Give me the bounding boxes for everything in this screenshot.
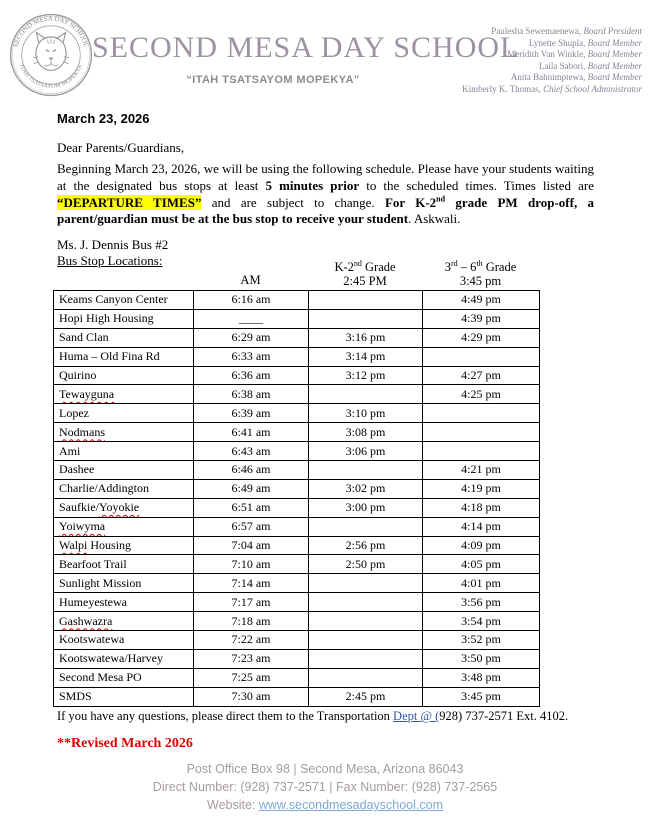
cell-time-am: 6:36 am xyxy=(194,366,309,385)
website-label: Website: xyxy=(207,798,259,812)
school-seal-logo xyxy=(8,12,94,98)
cell-stop-name: Charlie/Addington xyxy=(54,479,194,498)
cell-time-k2 xyxy=(309,309,423,328)
cell-time-k2 xyxy=(309,593,423,612)
cell-stop-name: Lopez xyxy=(54,404,194,423)
cell-stop-name: Ami xyxy=(54,442,194,461)
revised-note: **Revised March 2026 xyxy=(57,736,193,751)
cell-stop-name: Humeyestewa xyxy=(54,593,194,612)
questions-note: If you have any questions, please direct them to the Transportation Dept @ (928) 737-2571 Ext. 4102. xyxy=(57,709,569,723)
cell-time-am: 6:39 am xyxy=(194,404,309,423)
cell-time-g36 xyxy=(423,404,540,423)
cell-time-g36: 4:19 pm xyxy=(423,479,540,498)
cell-time-am: 7:23 am xyxy=(194,649,309,668)
cell-time-g36: 3:45 pm xyxy=(423,687,540,706)
cell-time-am: 7:17 am xyxy=(194,593,309,612)
cell-time-am: 7:10 am xyxy=(194,555,309,574)
cell-stop-name: Sunlight Mission xyxy=(54,574,194,593)
cell-stop-name: Hopi High Housing xyxy=(54,309,194,328)
cell-stop-name: Walpi Housing xyxy=(54,536,194,555)
board-member: Paulesha Sewemaenewa, Board President xyxy=(491,26,642,36)
cell-time-k2: 3:08 pm xyxy=(309,423,423,442)
cell-time-k2: 3:10 pm xyxy=(309,404,423,423)
table-row xyxy=(54,479,540,498)
table-row xyxy=(54,347,540,366)
board-member: Meridith Van Winkle, Board Member xyxy=(507,49,642,60)
cell-time-k2 xyxy=(309,612,423,631)
page-footer xyxy=(0,760,650,814)
cell-time-am: 7:14 am xyxy=(194,574,309,593)
board-member: Anita Bahnimptewa, Board Member xyxy=(510,72,642,83)
cell-time-g36: 4:05 pm xyxy=(423,555,540,574)
table-row xyxy=(54,612,540,631)
cell-time-am: 6:38 am xyxy=(194,385,309,404)
highlighted-departure-times: “DEPARTURE TIMES” xyxy=(57,194,202,210)
footer-website-line xyxy=(0,796,650,814)
cell-stop-name: Huma – Old Fina Rd xyxy=(54,347,194,366)
board-member-list xyxy=(462,26,642,96)
school-tagline: “ITAH TSATSAYOM MOPEKYA” xyxy=(186,74,360,86)
column-header-3rd-6th-grade: 3rd – 6th Grade 3:45 pm xyxy=(444,258,517,288)
cell-time-k2: 3:00 pm xyxy=(309,498,423,517)
cell-time-g36: 4:39 pm xyxy=(423,309,540,328)
cell-time-k2 xyxy=(309,517,423,536)
cell-time-g36 xyxy=(423,442,540,461)
cell-time-k2: 3:06 pm xyxy=(309,442,423,461)
bus-stop-locations-label: Bus Stop Locations: xyxy=(57,253,163,268)
table-row xyxy=(54,461,540,480)
cell-time-g36: 4:18 pm xyxy=(423,498,540,517)
footer-phones: Direct Number: (928) 737-2571 | Fax Number: (928) 737-2565 xyxy=(152,780,498,794)
table-row xyxy=(54,366,540,385)
seal-top-text: SECOND MESA DAY SCHOOL xyxy=(12,15,90,49)
board-member: Kimberly K. Thomas, Chief School Administrator xyxy=(462,83,642,94)
cell-time-g36 xyxy=(423,347,540,366)
cell-time-k2: 3:02 pm xyxy=(309,479,423,498)
cell-time-g36: 3:52 pm xyxy=(423,631,540,650)
cell-time-k2 xyxy=(309,291,423,310)
school-name: SECOND MESA DAY SCHOOL xyxy=(92,31,520,64)
cell-stop-name: Nodmans xyxy=(54,423,194,442)
cell-stop-name: Kootswatewa xyxy=(54,631,194,650)
seal-bottom-text: ITAH TSATSAYOM MOPEKYA xyxy=(18,63,84,90)
cell-time-g36: 4:29 pm xyxy=(423,328,540,347)
cell-time-g36: 4:01 pm xyxy=(423,574,540,593)
cell-stop-name: Dashee xyxy=(54,461,194,480)
table-row xyxy=(54,536,540,555)
cell-stop-name: Quirino xyxy=(54,366,194,385)
cell-time-k2: 3:14 pm xyxy=(309,347,423,366)
cell-stop-name: Yoiwyma xyxy=(54,517,194,536)
cell-time-k2 xyxy=(309,631,423,650)
bus-table-body xyxy=(54,291,540,707)
board-member: Laila Sabori, Board Member xyxy=(538,60,642,71)
cell-time-g36: 4:21 pm xyxy=(423,461,540,480)
cell-time-am: 7:04 am xyxy=(194,536,309,555)
cell-time-g36: 4:27 pm xyxy=(423,366,540,385)
column-header-am: AM xyxy=(240,273,261,287)
bus-schedule-table xyxy=(53,290,540,707)
cell-time-am: 6:43 am xyxy=(194,442,309,461)
cell-time-am: 6:33 am xyxy=(194,347,309,366)
cell-time-k2 xyxy=(309,574,423,593)
table-row xyxy=(54,517,540,536)
table-row xyxy=(54,555,540,574)
cell-time-k2 xyxy=(309,385,423,404)
cell-time-k2: 2:45 pm xyxy=(309,687,423,706)
cell-time-k2 xyxy=(309,649,423,668)
cell-time-g36: 4:14 pm xyxy=(423,517,540,536)
cell-time-am: 6:29 am xyxy=(194,328,309,347)
footer-address: Post Office Box 98 | Second Mesa, Arizona 86043 xyxy=(186,762,464,776)
cell-time-am: 6:51 am xyxy=(194,498,309,517)
cell-time-am: 6:46 am xyxy=(194,461,309,480)
table-row xyxy=(54,668,540,687)
website-link[interactable]: www.secondmesadayschool.com xyxy=(258,798,443,812)
table-row xyxy=(54,385,540,404)
table-row xyxy=(54,649,540,668)
letter-body-paragraph: Beginning March 23, 2026, we will be using the following schedule. Please have your students waiting at the designated bus stops at least 5 minutes prior to the scheduled times. Times listed are “DEPARTURE TIMES” and are subject to change. For K-2nd grade PM drop-off, a parent/guardian must be at the bus stop to receive your student. Askwali. xyxy=(57,161,595,227)
cell-time-am: 6:41 am xyxy=(194,423,309,442)
cell-time-am: 7:25 am xyxy=(194,668,309,687)
table-row xyxy=(54,423,540,442)
salutation: Dear Parents/Guardians, xyxy=(57,140,185,155)
table-row xyxy=(54,309,540,328)
cell-stop-name: Sand Clan xyxy=(54,328,194,347)
cell-time-g36: 4:25 pm xyxy=(423,385,540,404)
cell-time-k2: 3:12 pm xyxy=(309,366,423,385)
cell-stop-name: Saufkie/Yoyokie xyxy=(54,498,194,517)
cell-stop-name: Bearfoot Trail xyxy=(54,555,194,574)
cell-time-g36: 4:09 pm xyxy=(423,536,540,555)
cell-time-k2 xyxy=(309,668,423,687)
table-row xyxy=(54,631,540,650)
table-row xyxy=(54,498,540,517)
cell-time-k2: 2:56 pm xyxy=(309,536,423,555)
cell-time-am: ____ xyxy=(194,309,309,328)
cell-time-g36: 3:50 pm xyxy=(423,649,540,668)
cell-stop-name: SMDS xyxy=(54,687,194,706)
cell-time-am: 6:57 am xyxy=(194,517,309,536)
table-row xyxy=(54,404,540,423)
table-row xyxy=(54,291,540,310)
table-row xyxy=(54,328,540,347)
table-row xyxy=(54,593,540,612)
cell-time-g36 xyxy=(423,423,540,442)
cell-time-am: 7:18 am xyxy=(194,612,309,631)
cell-time-am: 6:49 am xyxy=(194,479,309,498)
letter-date: March 23, 2026 xyxy=(57,111,150,126)
column-header-k2-grade: K-2nd Grade 2:45 PM xyxy=(334,258,396,288)
cell-stop-name: Kootswatewa/Harvey xyxy=(54,649,194,668)
cell-stop-name: Gashwazra xyxy=(54,612,194,631)
cell-time-k2: 3:16 pm xyxy=(309,328,423,347)
cell-time-k2 xyxy=(309,461,423,480)
cell-stop-name: Keams Canyon Center xyxy=(54,291,194,310)
cell-time-g36: 4:49 pm xyxy=(423,291,540,310)
table-row xyxy=(54,574,540,593)
cell-time-g36: 3:54 pm xyxy=(423,612,540,631)
cell-time-am: 7:22 am xyxy=(194,631,309,650)
bobcat-face-icon xyxy=(33,33,69,71)
transportation-dept-link[interactable]: Dept @ ( xyxy=(393,709,440,723)
table-row xyxy=(54,442,540,461)
cell-time-g36: 3:48 pm xyxy=(423,668,540,687)
cell-stop-name: Tewayguna xyxy=(54,385,194,404)
cell-time-am: 6:16 am xyxy=(194,291,309,310)
bus-route-label: Ms. J. Dennis Bus #2 xyxy=(57,237,169,252)
cell-time-k2: 2:50 pm xyxy=(309,555,423,574)
cell-time-g36: 3:56 pm xyxy=(423,593,540,612)
table-row xyxy=(54,687,540,706)
cell-time-am: 7:30 am xyxy=(194,687,309,706)
cell-stop-name: Second Mesa PO xyxy=(54,668,194,687)
board-member: Lynette Shupla, Board Member xyxy=(528,37,642,48)
